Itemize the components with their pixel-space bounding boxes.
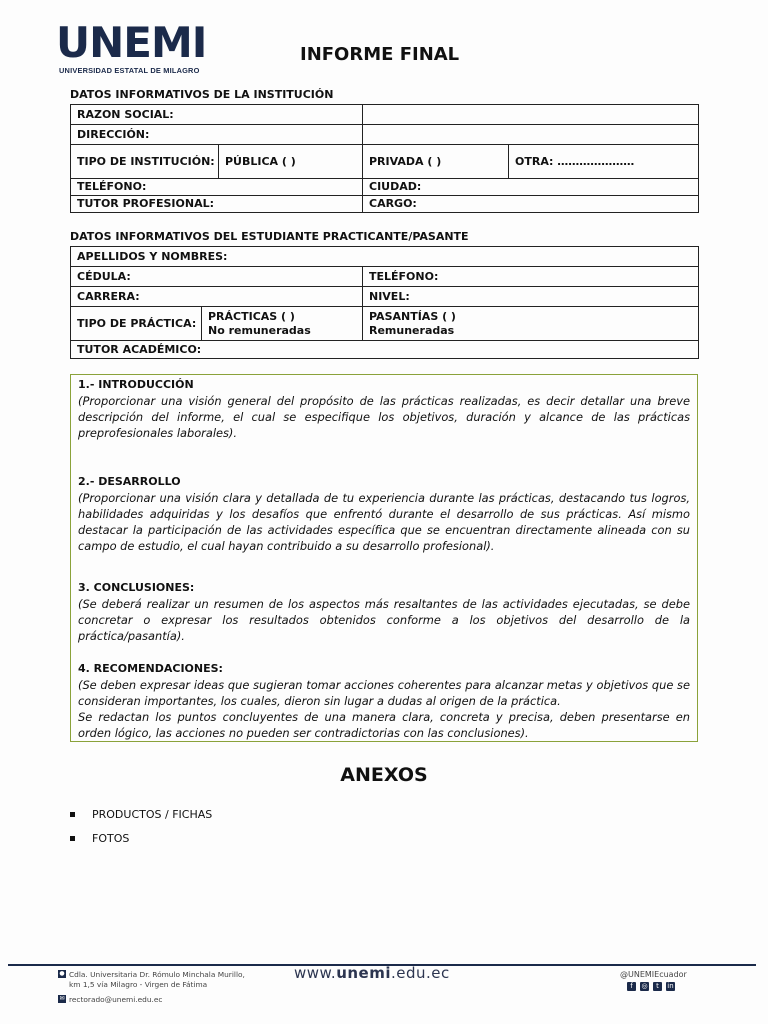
- telefono-student-field[interactable]: TELÉFONO:: [363, 267, 699, 287]
- location-icon: ●: [59, 970, 65, 977]
- social-icons: [627, 982, 679, 1000]
- recomendaciones-section: [78, 661, 690, 741]
- introduccion-section: [78, 377, 690, 441]
- bullet-icon: [70, 836, 75, 841]
- pasantias-sublabel: Remuneradas: [369, 323, 455, 337]
- twitter-icon[interactable]: t: [653, 982, 662, 991]
- telefono-field[interactable]: TELÉFONO:: [71, 179, 363, 196]
- tutor-profesional-field[interactable]: TUTOR PROFESIONAL:: [71, 196, 363, 213]
- direccion-value[interactable]: [363, 125, 699, 145]
- linkedin-icon[interactable]: in: [667, 982, 674, 990]
- conclusiones-title: 3. CONCLUSIONES:: [78, 581, 195, 594]
- cedula-field[interactable]: CÉDULA:: [71, 267, 363, 287]
- conclusiones-section: [78, 580, 690, 644]
- footer-address-line1: Cdla. Universitaria Dr. Rómulo Minchala Murillo,: [69, 970, 245, 979]
- recomendaciones-title: 4. RECOMENDACIONES:: [78, 662, 223, 675]
- web-prefix: www.: [294, 964, 337, 982]
- direccion-field[interactable]: DIRECCIÓN:: [71, 125, 363, 145]
- footer-email-text[interactable]: rectorado@unemi.edu.ec: [69, 995, 163, 1004]
- document-title: INFORME FINAL: [300, 44, 460, 65]
- ciudad-field[interactable]: CIUDAD:: [363, 179, 699, 196]
- anexo-item-label: PRODUCTOS / FICHAS: [92, 808, 213, 821]
- facebook-icon[interactable]: f: [627, 982, 636, 991]
- pasantias-option[interactable]: [363, 307, 699, 341]
- practicas-sublabel: No remuneradas: [208, 323, 311, 337]
- apellidos-nombres-field[interactable]: APELLIDOS Y NOMBRES:: [71, 247, 699, 267]
- email-icon: ✉: [59, 995, 65, 1002]
- pasantias-label: PASANTÍAS ( ): [369, 309, 456, 323]
- introduccion-title: 1.- INTRODUCCIÓN: [78, 378, 194, 391]
- recomendaciones-text-2[interactable]: Se redactan los puntos concluyentes de una manera clara, concreta y precisa, deben presentarse en orden lógico, las acciones no pueden ser contradictorias con las conclusiones).: [78, 710, 690, 740]
- bullet-icon: [70, 812, 75, 817]
- practicas-label: PRÁCTICAS ( ): [208, 309, 295, 323]
- introduccion-text[interactable]: (Proporcionar una visión general del propósito de las prácticas realizadas, es decir detallar una breve descripción del informe, el cual se especifique los objetivos, duración y alcance de las prácticas preprofesionales laborales).: [78, 394, 690, 440]
- otra-option[interactable]: OTRA: …………………: [509, 145, 699, 179]
- conclusiones-text[interactable]: (Se deberá realizar un resumen de los aspectos más resaltantes de las actividades ejecutadas, se debe concretar o expresar los resultados obtenidos conforme a los objetivos del desarrollo de la práctica/pasantía).: [78, 597, 690, 643]
- report-body-box: [70, 374, 698, 742]
- razon-social-field[interactable]: RAZON SOCIAL:: [71, 105, 363, 125]
- practicas-option[interactable]: [202, 307, 363, 341]
- anexo-item: [70, 808, 212, 821]
- anexo-item: [70, 832, 129, 845]
- institution-table: [70, 104, 699, 213]
- publica-option[interactable]: PÚBLICA ( ): [219, 145, 363, 179]
- razon-social-value[interactable]: [363, 105, 699, 125]
- tipo-practica-label: TIPO DE PRÁCTICA:: [71, 307, 202, 341]
- logo-subtitle: UNIVERSIDAD ESTATAL DE MILAGRO: [59, 66, 200, 75]
- desarrollo-text[interactable]: (Proporcionar una visión clara y detallada de tu experiencia durante las prácticas, destacando tus logros, habilidades adquiridas y los desafíos que enfrentó durante el desarrollo de sus prácticas. Así mismo destacar la participación de las actividades específica que se encuentran directamente alineada con su campo de estudio, el cual hayan contribuido a su desarrollo profesional).: [78, 491, 690, 553]
- nivel-field[interactable]: NIVEL:: [363, 287, 699, 307]
- footer-address: [58, 970, 245, 990]
- desarrollo-title: 2.- DESARROLLO: [78, 475, 181, 488]
- anexos-title: ANEXOS: [340, 764, 428, 786]
- footer-website[interactable]: [294, 964, 450, 982]
- logo-wordmark: UNEMI: [56, 18, 207, 67]
- privada-option[interactable]: PRIVADA ( ): [363, 145, 509, 179]
- web-brand: unemi: [336, 964, 392, 982]
- student-table: [70, 246, 699, 359]
- student-heading: DATOS INFORMATIVOS DEL ESTUDIANTE PRACTICANTE/PASANTE: [70, 230, 469, 243]
- instagram-icon[interactable]: ◎: [641, 982, 648, 990]
- carrera-field[interactable]: CARRERA:: [71, 287, 363, 307]
- footer-social-handle[interactable]: @UNEMIEcuador: [620, 970, 687, 979]
- footer-address-line2: km 1,5 vía Milagro - Virgen de Fátima: [69, 980, 208, 989]
- tipo-institucion-label: TIPO DE INSTITUCIÓN:: [71, 145, 219, 179]
- cargo-field[interactable]: CARGO:: [363, 196, 699, 213]
- anexo-item-label: FOTOS: [92, 832, 130, 845]
- desarrollo-section: [78, 474, 690, 554]
- recomendaciones-text-1[interactable]: (Se deben expresar ideas que sugieran tomar acciones coherentes para alcanzar metas y objetivos que se consideran importantes, los cuales, dieron sin lugar a dudas al origen de la práctica.: [78, 678, 690, 708]
- tutor-academico-field[interactable]: TUTOR ACADÉMICO:: [71, 341, 699, 359]
- footer-email: [58, 995, 162, 1005]
- web-suffix: .edu.ec: [391, 964, 450, 982]
- institution-heading: DATOS INFORMATIVOS DE LA INSTITUCIÓN: [70, 88, 334, 101]
- unemi-logo: [56, 18, 216, 76]
